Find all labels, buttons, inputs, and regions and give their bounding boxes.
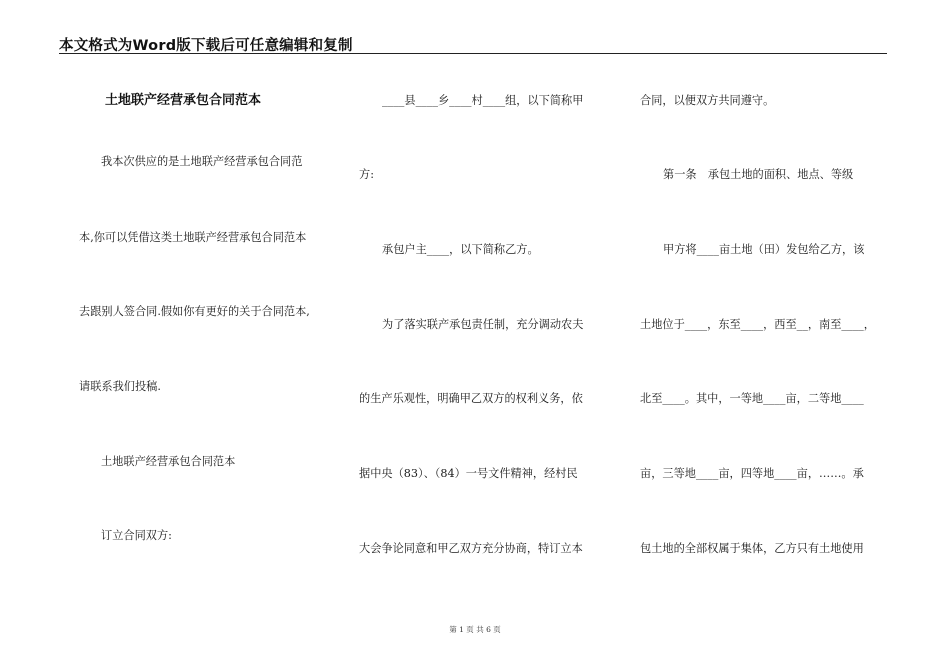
section-heading: 土地联产经营承包合同范本 — [101, 455, 236, 468]
paragraph-line: 承包户主____，以下简称乙方。 — [382, 243, 539, 256]
paragraph-line: 亩，三等地____亩，四等地____亩，……。承 — [640, 467, 864, 480]
document-title: 土地联产经营承包合同范本 — [105, 93, 262, 108]
paragraph-line: 我本次供应的是土地联产经营承包合同范 — [101, 155, 303, 168]
article-heading: 第一条 承包土地的面积、地点、等级 — [663, 168, 854, 181]
paragraph-line: 大会争论同意和甲乙双方充分协商，特订立本 — [359, 542, 583, 555]
paragraph-line: 包土地的全部权属于集体，乙方只有土地使用 — [640, 542, 864, 555]
paragraph-line: 土地位于____，东至____，西至__，南至____， — [640, 318, 875, 331]
paragraph-line: 订立合同双方: — [101, 529, 172, 542]
paragraph-line: 的生产乐观性，明确甲乙双方的权利义务，依 — [359, 392, 583, 405]
header-rule — [59, 53, 887, 54]
paragraph-line: 请联系我们投稿. — [79, 380, 161, 393]
paragraph-line: 去跟别人签合同.假如你有更好的关于合同范本, — [79, 305, 310, 318]
document-header-title: 本文格式为Word版下载后可任意编辑和复制 — [59, 38, 353, 54]
page-number-footer: 第 1 页 共 6 页 — [449, 625, 501, 634]
paragraph-line: 甲方将____亩土地（田）发包给乙方，该 — [663, 243, 865, 256]
paragraph-line: 方: — [359, 168, 374, 181]
paragraph-line: 据中央（83）、（84）一号文件精神，经村民 — [359, 467, 578, 480]
paragraph-line: 合同，以便双方共同遵守。 — [640, 94, 775, 107]
paragraph-line: 为了落实联产承包责任制，充分调动农夫 — [382, 318, 584, 331]
paragraph-line: 北至____。其中，一等地____亩，二等地____ — [640, 392, 864, 405]
paragraph-line: 本,你可以凭借这类土地联产经营承包合同范本 — [79, 231, 307, 244]
paragraph-line: ____县____乡____村____组，以下简称甲 — [382, 94, 584, 107]
